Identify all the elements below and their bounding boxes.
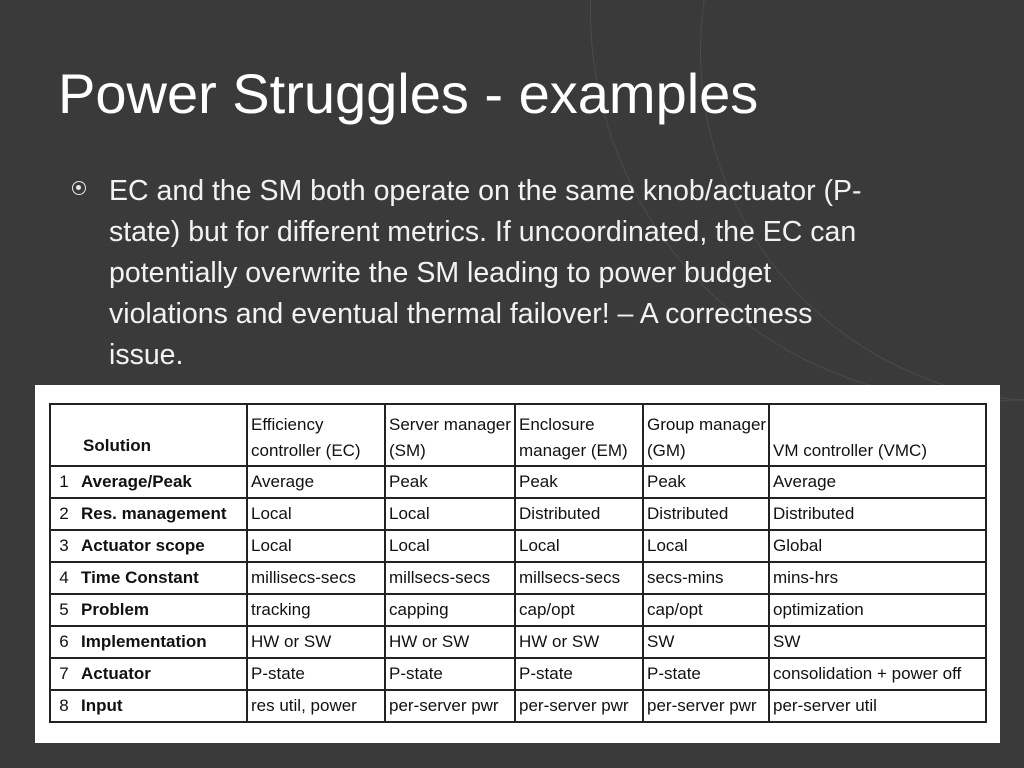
header-gm: Group manager (GM) — [643, 404, 769, 466]
table-cell: Average — [247, 466, 385, 498]
table-cell: optimization — [769, 594, 986, 626]
table-cell: capping — [385, 594, 515, 626]
row-number: 4 — [50, 562, 77, 594]
row-label: Actuator scope — [77, 530, 247, 562]
table-cell: tracking — [247, 594, 385, 626]
table-cell: Peak — [643, 466, 769, 498]
table-row — [50, 498, 986, 530]
header-sm: Server manager (SM) — [385, 404, 515, 466]
table-cell: Distributed — [515, 498, 643, 530]
row-label: Problem — [77, 594, 247, 626]
table-cell: Local — [643, 530, 769, 562]
table-row — [50, 626, 986, 658]
row-number: 6 — [50, 626, 77, 658]
table-cell: Local — [247, 530, 385, 562]
table-cell: per-server util — [769, 690, 986, 722]
table-cell: cap/opt — [643, 594, 769, 626]
bullet-text: EC and the SM both operate on the same knob/actuator (P-state) but for different metrics. If uncoordinated, the EC can potentially overwrite the SM leading to power budget violations and eventual thermal failover! – A correctness issue. — [109, 175, 862, 371]
row-label: Implementation — [77, 626, 247, 658]
table-cell: cap/opt — [515, 594, 643, 626]
table-cell: millisecs-secs — [247, 562, 385, 594]
circle-dot-icon — [72, 181, 86, 195]
table-cell: millsecs-secs — [385, 562, 515, 594]
table-row — [50, 658, 986, 690]
table-cell: consolidation + power off — [769, 658, 986, 690]
row-number: 2 — [50, 498, 77, 530]
table-row — [50, 690, 986, 722]
table-header-row — [50, 404, 986, 466]
header-ec: Efficiency controller (EC) — [247, 404, 385, 466]
table-cell: SW — [769, 626, 986, 658]
table-cell: millsecs-secs — [515, 562, 643, 594]
row-number: 7 — [50, 658, 77, 690]
table-panel — [35, 385, 1000, 743]
row-number: 5 — [50, 594, 77, 626]
row-number: 1 — [50, 466, 77, 498]
table-cell: Local — [385, 530, 515, 562]
table-cell: Peak — [515, 466, 643, 498]
table-row — [50, 466, 986, 498]
row-label: Actuator — [77, 658, 247, 690]
table-cell: Local — [385, 498, 515, 530]
table-cell: per-server pwr — [385, 690, 515, 722]
table-cell: SW — [643, 626, 769, 658]
table-row — [50, 530, 986, 562]
table-cell: Distributed — [769, 498, 986, 530]
table-cell: P-state — [247, 658, 385, 690]
table-cell: HW or SW — [385, 626, 515, 658]
table-cell: P-state — [643, 658, 769, 690]
header-vmc: VM controller (VMC) — [769, 404, 986, 466]
table-cell: Distributed — [643, 498, 769, 530]
table-cell: HW or SW — [247, 626, 385, 658]
table-cell: per-server pwr — [643, 690, 769, 722]
slide-title: Power Struggles - examples — [58, 62, 759, 125]
header-em: Enclosure manager (EM) — [515, 404, 643, 466]
table-cell: HW or SW — [515, 626, 643, 658]
row-number: 3 — [50, 530, 77, 562]
table-cell: per-server pwr — [515, 690, 643, 722]
table-cell: secs-mins — [643, 562, 769, 594]
header-solution: Solution — [50, 404, 247, 466]
table-cell: P-state — [385, 658, 515, 690]
table-cell: Global — [769, 530, 986, 562]
table-cell: Average — [769, 466, 986, 498]
table-cell: res util, power — [247, 690, 385, 722]
row-label: Time Constant — [77, 562, 247, 594]
row-label: Input — [77, 690, 247, 722]
table-row — [50, 594, 986, 626]
row-label: Res. management — [77, 498, 247, 530]
table-cell: mins-hrs — [769, 562, 986, 594]
row-label: Average/Peak — [77, 466, 247, 498]
table-cell: Local — [515, 530, 643, 562]
table-cell: P-state — [515, 658, 643, 690]
table-row — [50, 562, 986, 594]
table-cell: Local — [247, 498, 385, 530]
row-number: 8 — [50, 690, 77, 722]
table-cell: Peak — [385, 466, 515, 498]
comparison-table — [49, 403, 987, 723]
